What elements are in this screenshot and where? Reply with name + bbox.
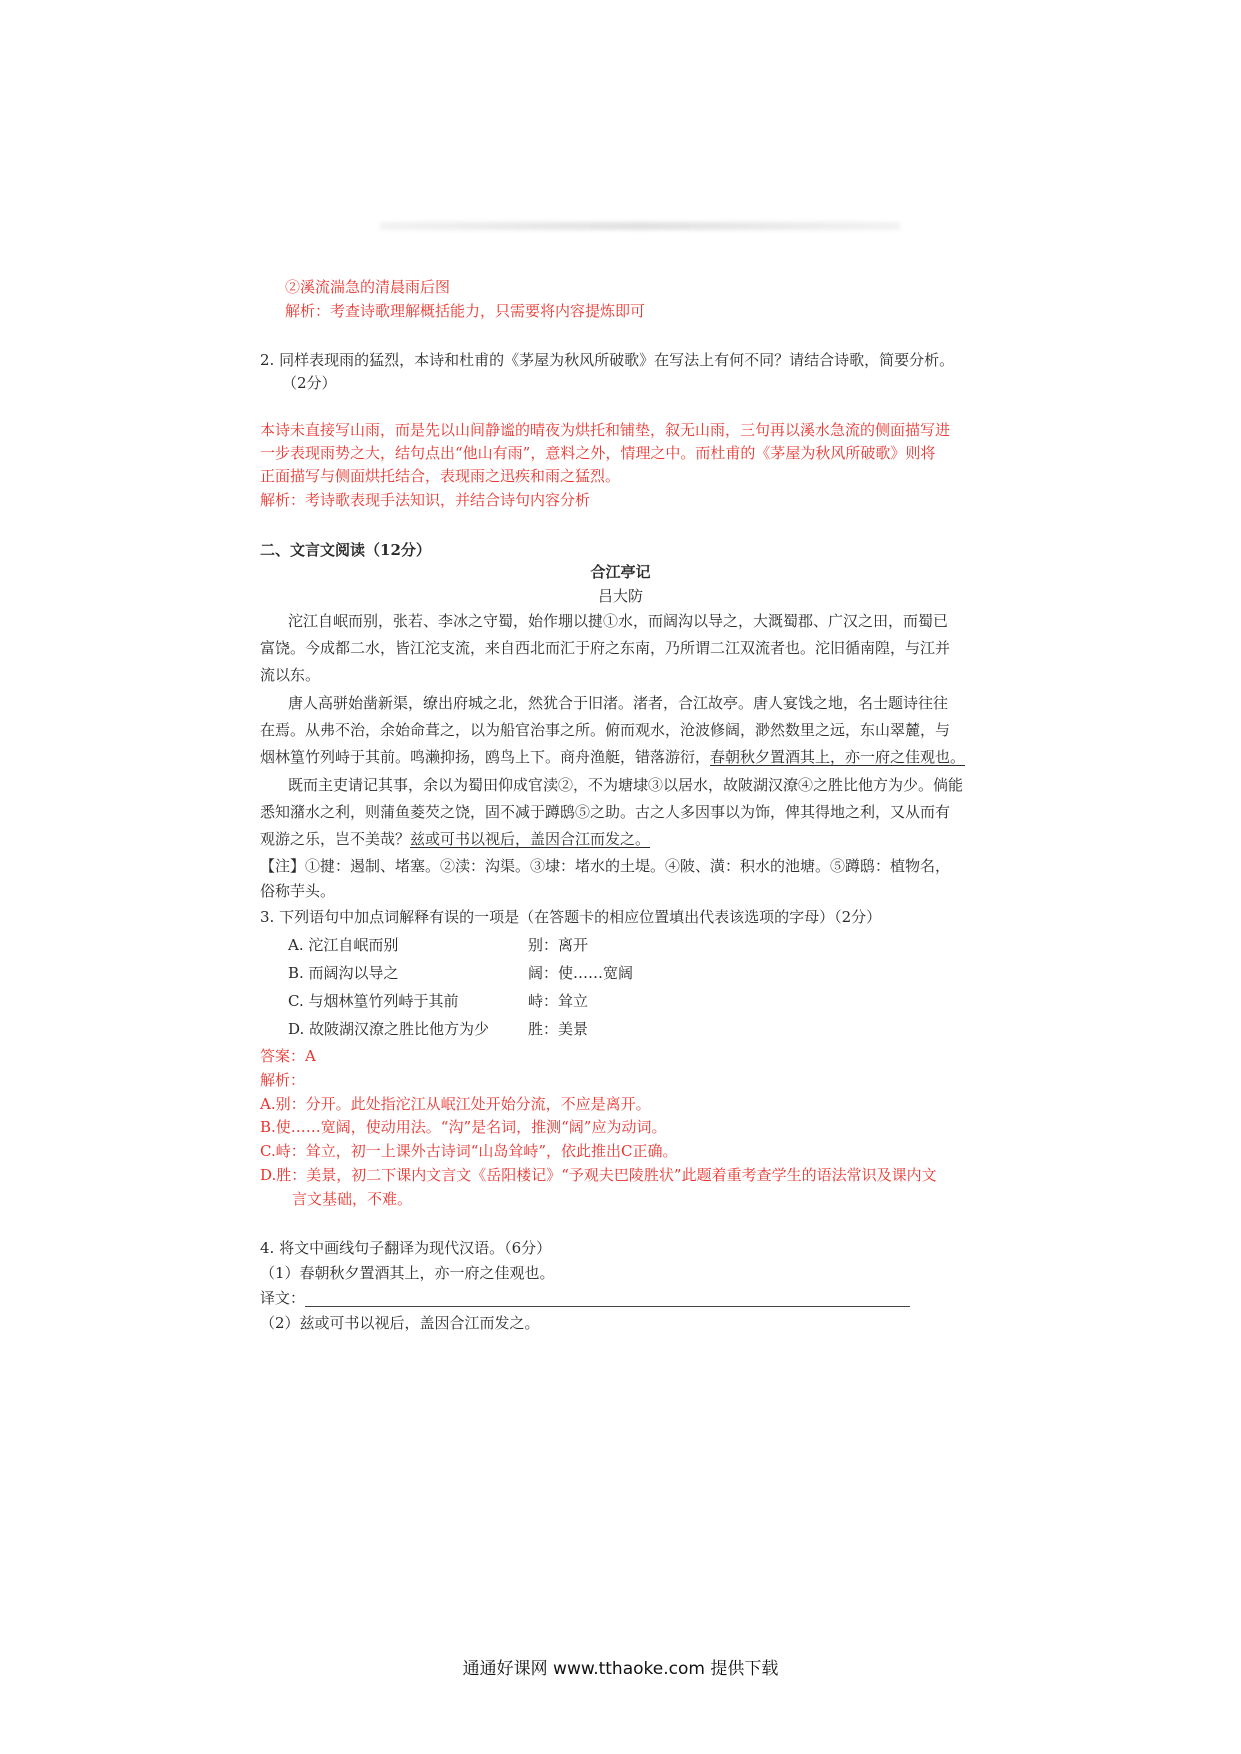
q3-analysis-line: 言文基础，不难。 xyxy=(292,1190,413,1208)
passage-title: 合江亭记 xyxy=(590,563,651,581)
underlined-sentence-1: 春朝秋夕置酒其上，亦一府之佳观也。 xyxy=(710,748,966,766)
passage-author: 吕大防 xyxy=(597,587,643,605)
passage-line: 悉知潴水之利，则蒲鱼菱芡之饶，固不减于蹲鸱⑤之助。古之人多因事以为饰，俾其得地之利，又从而有 xyxy=(260,803,951,821)
q3-option-a-gloss: 别：离开 xyxy=(528,936,589,954)
faded-header-strip xyxy=(380,222,900,230)
q3-option-b: B. 而阔沟以导之 xyxy=(288,964,399,982)
passage-line: 沱江自岷而别，张若、李冰之守蜀，始作堋以揵①水，而阔沟以导之，大溉蜀郡、广汉之田，而蜀已 xyxy=(288,612,949,630)
notes-line: 俗称芋头。 xyxy=(260,882,336,900)
passage-text: 观游之乐，岂不美哉？ xyxy=(260,830,411,848)
q3-option-d-gloss: 胜：美景 xyxy=(528,1020,589,1038)
passage-line: 唐人高骈始凿新渠，缭出府城之北，然犹合于旧渚。渚者，合江故亭。唐人宴饯之地，名士题诗往往 xyxy=(288,694,949,712)
q3-option-d: D. 故陂湖汉潦之胜比他方为少 xyxy=(288,1020,490,1038)
passage-text: 烟林篁竹列峙于其前。鸣濑抑扬，鸥鸟上下。商舟渔艇，错落游衍， xyxy=(260,748,711,766)
q3-analysis-line: B.使……宽阔，使动用法。“沟”是名词，推测“阔”应为动词。 xyxy=(260,1118,667,1136)
q3-analysis-line: A.别：分开。此处指沱江从岷江处开始分流，不应是离开。 xyxy=(260,1095,651,1113)
translation-answer-line[interactable] xyxy=(305,1306,910,1307)
q3-option-c: C. 与烟林篁竹列峙于其前 xyxy=(288,992,459,1010)
q3-answer: 答案：A xyxy=(260,1047,316,1065)
q3-stem: 3. 下列语句中加点词解释有误的一项是（在答题卡的相应位置填出代表该选项的字母）（2分） xyxy=(260,908,882,926)
q3-option-c-gloss: 峙：耸立 xyxy=(528,992,589,1010)
passage-line xyxy=(260,829,650,849)
q1-answer-line: ②溪流湍急的清晨雨后图 xyxy=(285,278,451,296)
section-heading: 二、文言文阅读（12分） xyxy=(260,541,431,559)
q1-analysis: 解析：考查诗歌理解概括能力，只需要将内容提炼即可 xyxy=(285,302,646,320)
q4-item-2: （2）兹或可书以视后，盖因合江而发之。 xyxy=(260,1314,540,1332)
passage-line: 富饶。今成都二水，皆江沱支流，来自西北而汇于府之东南，乃所谓二江双流者也。沱旧循南隍，与江并 xyxy=(260,639,951,657)
underlined-sentence-2: 兹或可书以视后，盖因合江而发之。 xyxy=(410,830,651,848)
q4-item-1: （1）春朝秋夕置酒其上，亦一府之佳观也。 xyxy=(260,1264,555,1282)
q2-score: （2分） xyxy=(282,374,337,392)
notes-line: 【注】①揵：遏制、堵塞。②渎：沟渠。③埭：堵水的土堤。④陂、潢：积水的池塘。⑤蹲鸱：植物名， xyxy=(260,857,951,875)
q3-option-a: A. 沱江自岷而别 xyxy=(288,936,399,954)
passage-line: 既而主吏请记其事，余以为蜀田仰成官渎②，不为塘埭③以居水，故陂湖汉潦④之胜比他方为少。倘能 xyxy=(288,776,964,794)
q4-stem: 4. 将文中画线句子翻译为现代汉语。（6分） xyxy=(260,1239,552,1257)
passage-line: 在焉。从弗不治，余始命葺之，以为船官治事之所。俯而观水，沧波修阔，渺然数里之远，东山翠麓，与 xyxy=(260,721,951,739)
q3-analysis-line: C.峙：耸立，初一上课外古诗词“山岛耸峙”，依此推出C正确。 xyxy=(260,1142,678,1160)
passage-line xyxy=(260,747,965,767)
q2-answer-line: 一步表现雨势之大，结句点出“他山有雨”，意料之外，情理之中。而杜甫的《茅屋为秋风所破歌》则将 xyxy=(260,444,936,462)
q4-translate-label: 译文： xyxy=(260,1289,306,1307)
q3-analysis-label: 解析： xyxy=(260,1071,306,1089)
q2-answer-line: 正面描写与侧面烘托结合，表现雨之迅疾和雨之猛烈。 xyxy=(260,467,621,485)
q2-answer-line: 本诗未直接写山雨，而是先以山间静谧的晴夜为烘托和铺垫，叙无山雨，三句再以溪水急流的侧面描写进 xyxy=(260,421,951,439)
passage-line: 流以东。 xyxy=(260,666,321,684)
q2-stem: 2. 同样表现雨的猛烈，本诗和杜甫的《茅屋为秋风所破歌》在写法上有何不同？请结合诗歌，简要分析。 xyxy=(260,351,955,369)
q3-analysis-line: D.胜：美景，初二下课内文言文《岳阳楼记》“予观夫巴陵胜状”此题着重考查学生的语法常识及课内文 xyxy=(260,1166,937,1184)
footer-credit: 通通好课网 www.tthaoke.com 提供下载 xyxy=(462,1659,779,1679)
q3-option-b-gloss: 阔：使……宽阔 xyxy=(528,964,634,982)
q2-analysis: 解析：考诗歌表现手法知识，并结合诗句内容分析 xyxy=(260,491,591,509)
